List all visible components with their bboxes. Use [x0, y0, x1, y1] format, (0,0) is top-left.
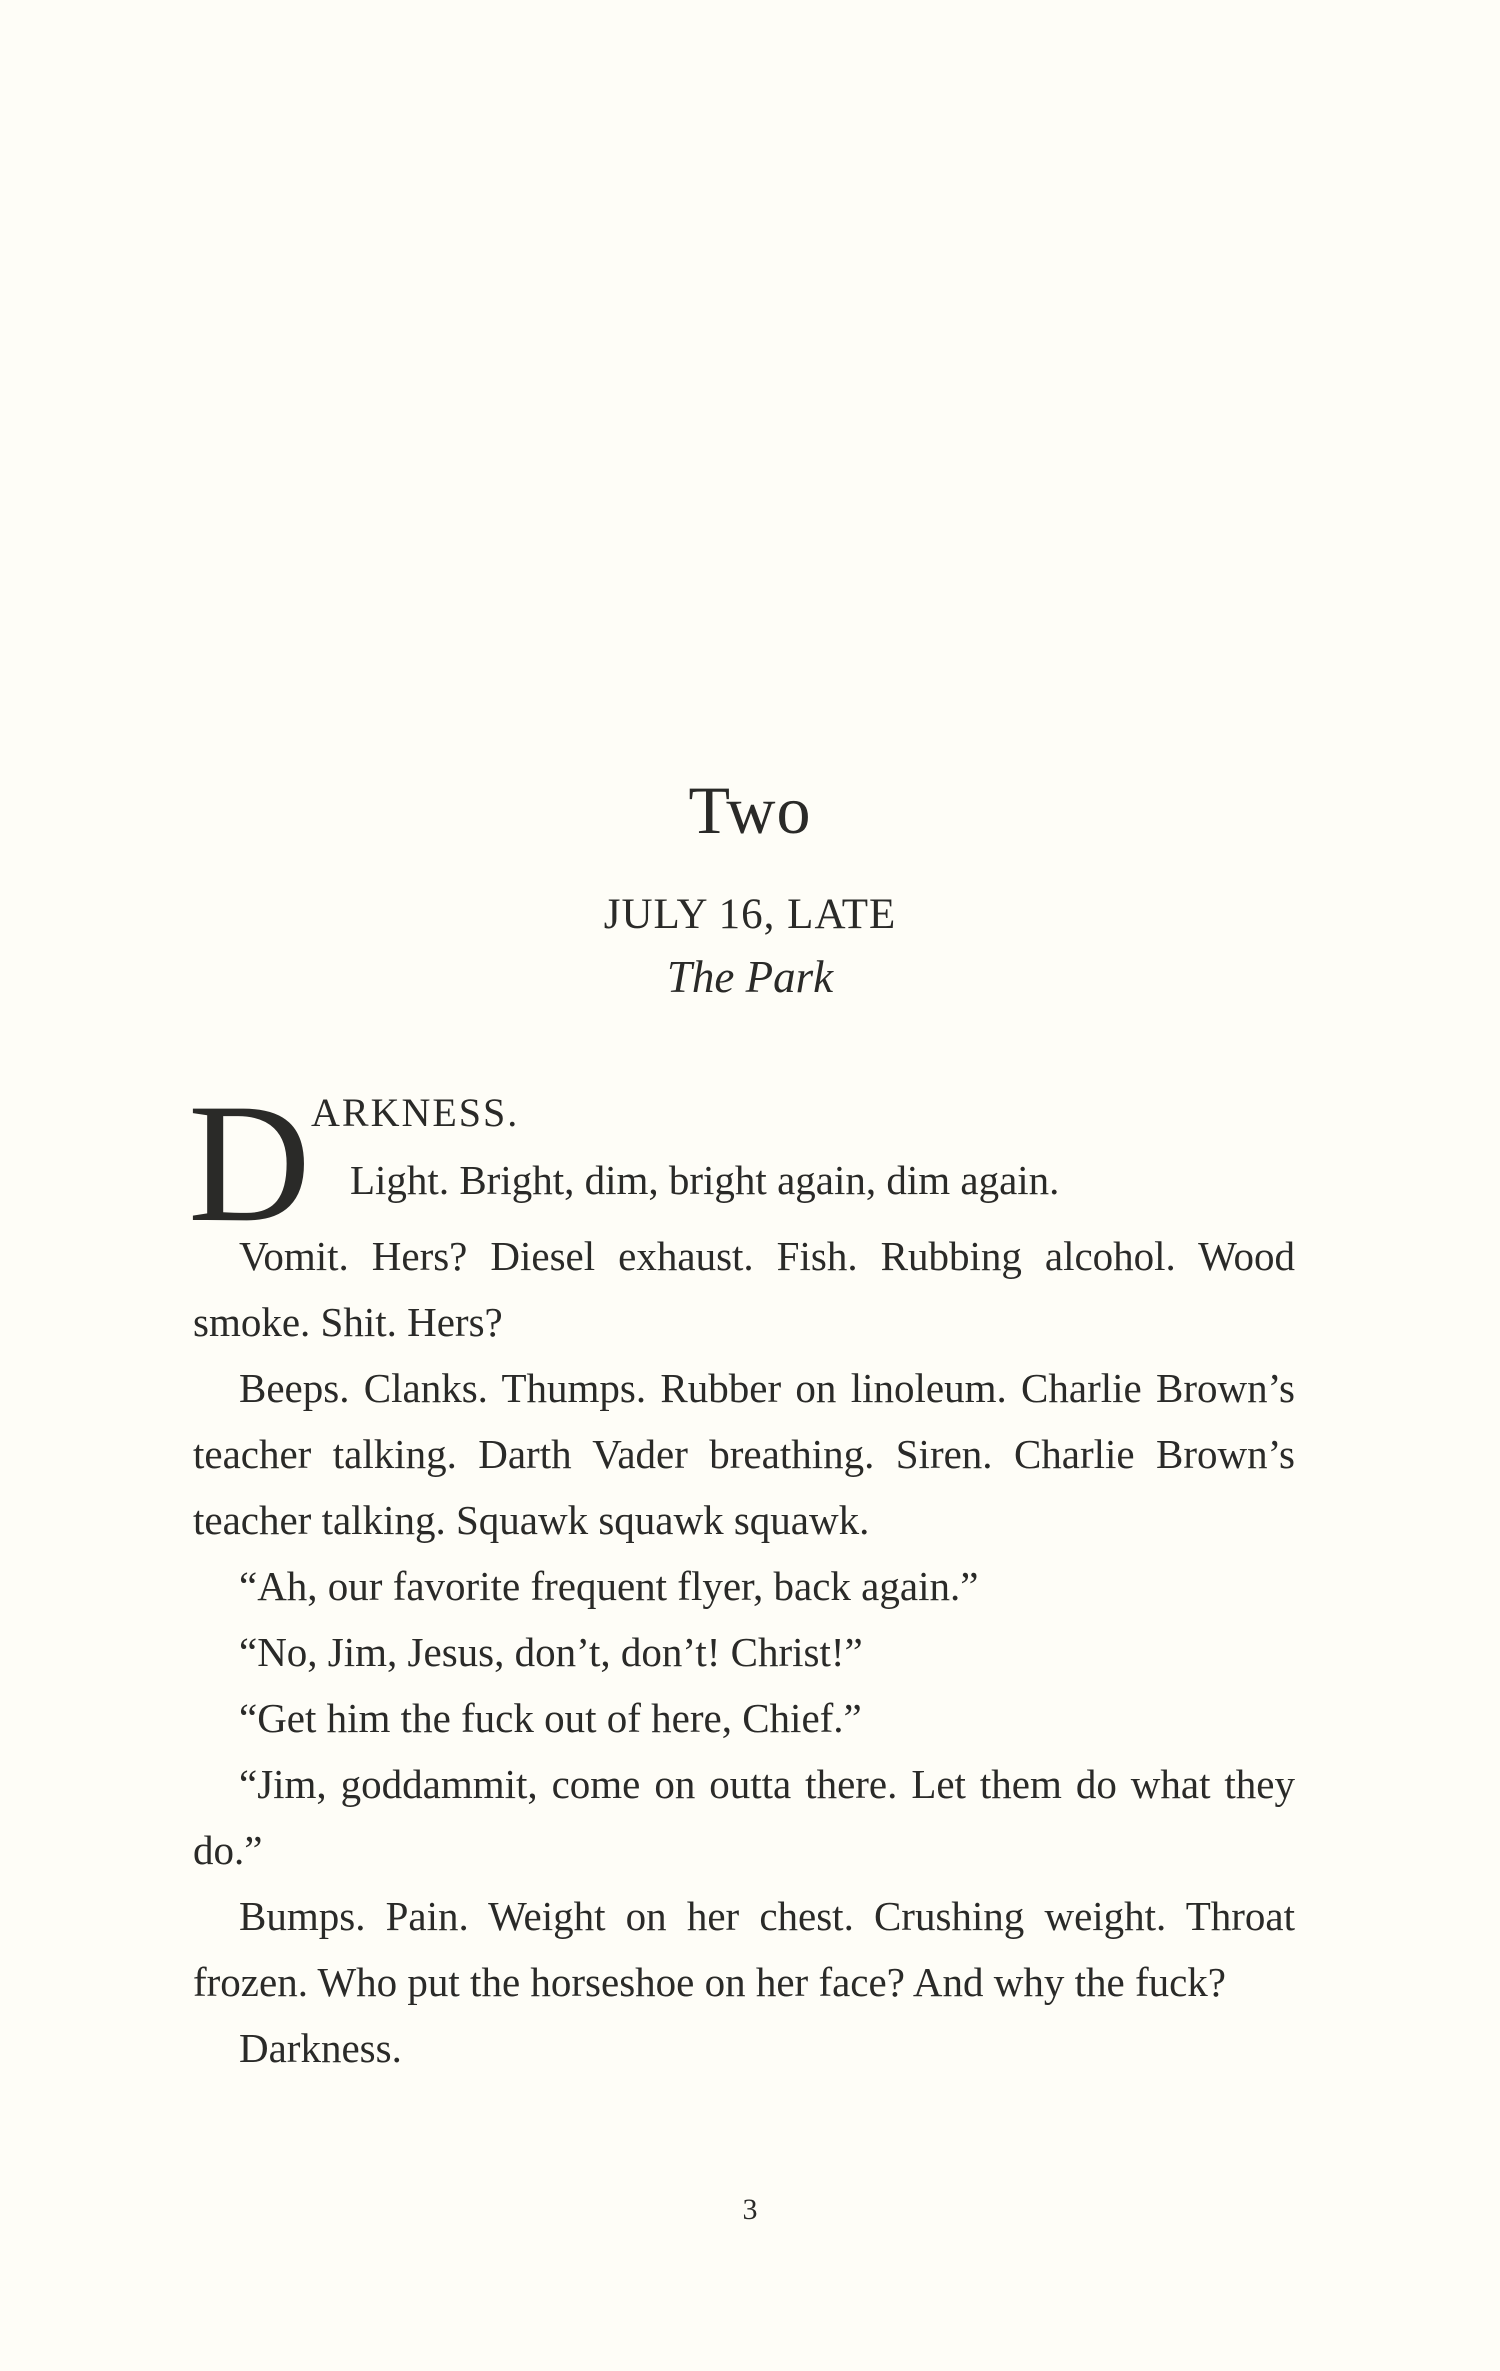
chapter-place: The Park: [666, 952, 834, 1002]
paragraph: Bumps. Pain. Weight on her chest. Crushing weight. Throat frozen. Who put the horseshoe on her face? And why the fuck?: [193, 1893, 1295, 2005]
paragraph: Darkness.: [239, 2025, 402, 2071]
paragraph: “Ah, our favorite frequent flyer, back again.”: [239, 1563, 979, 1609]
paragraph: Beeps. Clanks. Thumps. Rubber on linoleum. Charlie Brown’s teacher talking. Darth Vader breathing. Siren. Charlie Brown’s teacher talking. Squawk squawk squawk.: [193, 1365, 1295, 1543]
page-number: 3: [742, 2193, 758, 2226]
opening-line: Light. Bright, dim, bright again, dim again.: [350, 1157, 1060, 1203]
opening-word: ARKNESS.: [311, 1090, 520, 1135]
body-text: [193, 1223, 1295, 2081]
paragraph: “No, Jim, Jesus, don’t, don’t! Christ!”: [239, 1629, 863, 1675]
chapter-title: Two: [688, 771, 812, 848]
chapter-dateline: JULY 16, LATE: [603, 891, 897, 938]
paragraph: Vomit. Hers? Diesel exhaust. Fish. Rubbing alcohol. Wood smoke. Shit. Hers?: [193, 1233, 1295, 1345]
paragraph: “Get him the fuck out of here, Chief.”: [239, 1695, 862, 1741]
drop-cap-letter: D: [188, 1069, 311, 1257]
paragraph: “Jim, goddammit, come on outta there. Let them do what they do.”: [193, 1761, 1295, 1873]
